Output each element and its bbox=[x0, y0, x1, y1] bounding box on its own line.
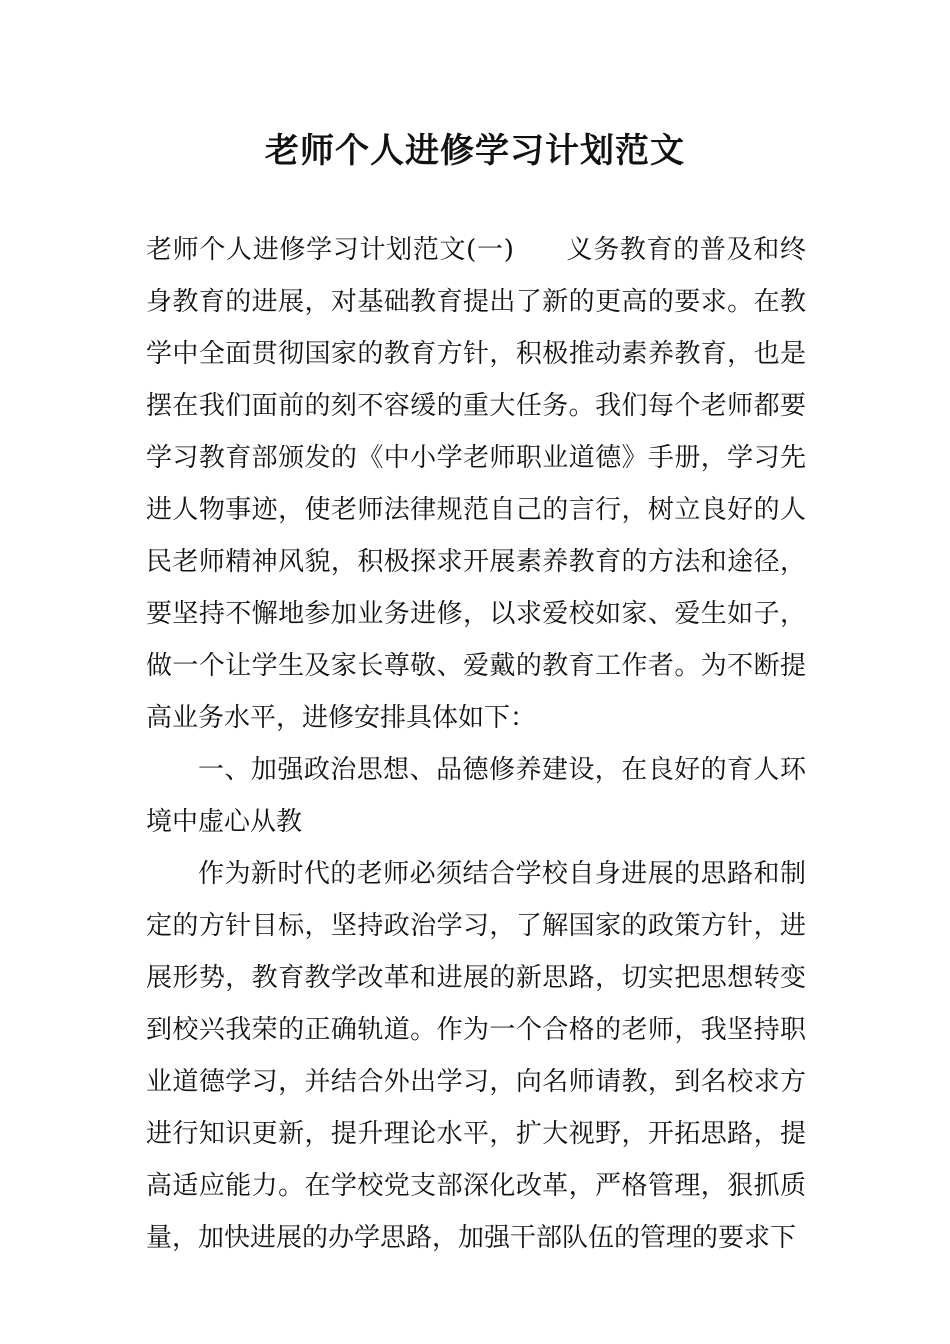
paragraph-section-1: 作为新时代的老师必须结合学校自身进展的思路和制定的方针目标，坚持政治学习，了解国家的政策方针，进展形势，教育教学改革和进展的新思路，切实把思想转变到校兴我荣的正确轨道。作为一个合格的老师，我坚持职业道德学习，并结合外出学习，向名师请教，到名校求方进行知识更新，提升理论水平，扩大视野，开拓思路，提高适应能力。在学校党支部深化改革，严格管理，狠抓质量，加快进展的办学思路，加强干部队伍的管理的要求下 bbox=[146, 859, 806, 1253]
intro-label: 老师个人进修学习计划范文(一) bbox=[146, 235, 514, 265]
section-heading-1: 一、加强政治思想、品德修养建设，在良好的育人环境中虚心从教 bbox=[146, 755, 806, 837]
paragraph-intro-text: 义务教育的普及和终身教育的进展，对基础教育提出了新的更高的要求。在教学中全面贯彻国家的教育方针，积极推动素养教育，也是摆在我们面前的刻不容缓的重大任务。我们每个老师都要学习教育部颁发的《中小学老师职业道德》手册，学习先进人物事迹，使老师法律规范自己的言行，树立良好的人民老师精神风貌，积极探求开展素养教育的方法和途径，要坚持不懈地参加业务进修，以求爱校如家、爱生如子，做一个让学生及家长尊敬、爱戴的教育工作者。为不断提高业务水平，进修安排具体如下： bbox=[146, 235, 806, 733]
document-title: 老师个人进修学习计划范文 bbox=[265, 131, 685, 171]
paragraph-intro bbox=[146, 224, 806, 744]
document-body bbox=[146, 224, 806, 1264]
